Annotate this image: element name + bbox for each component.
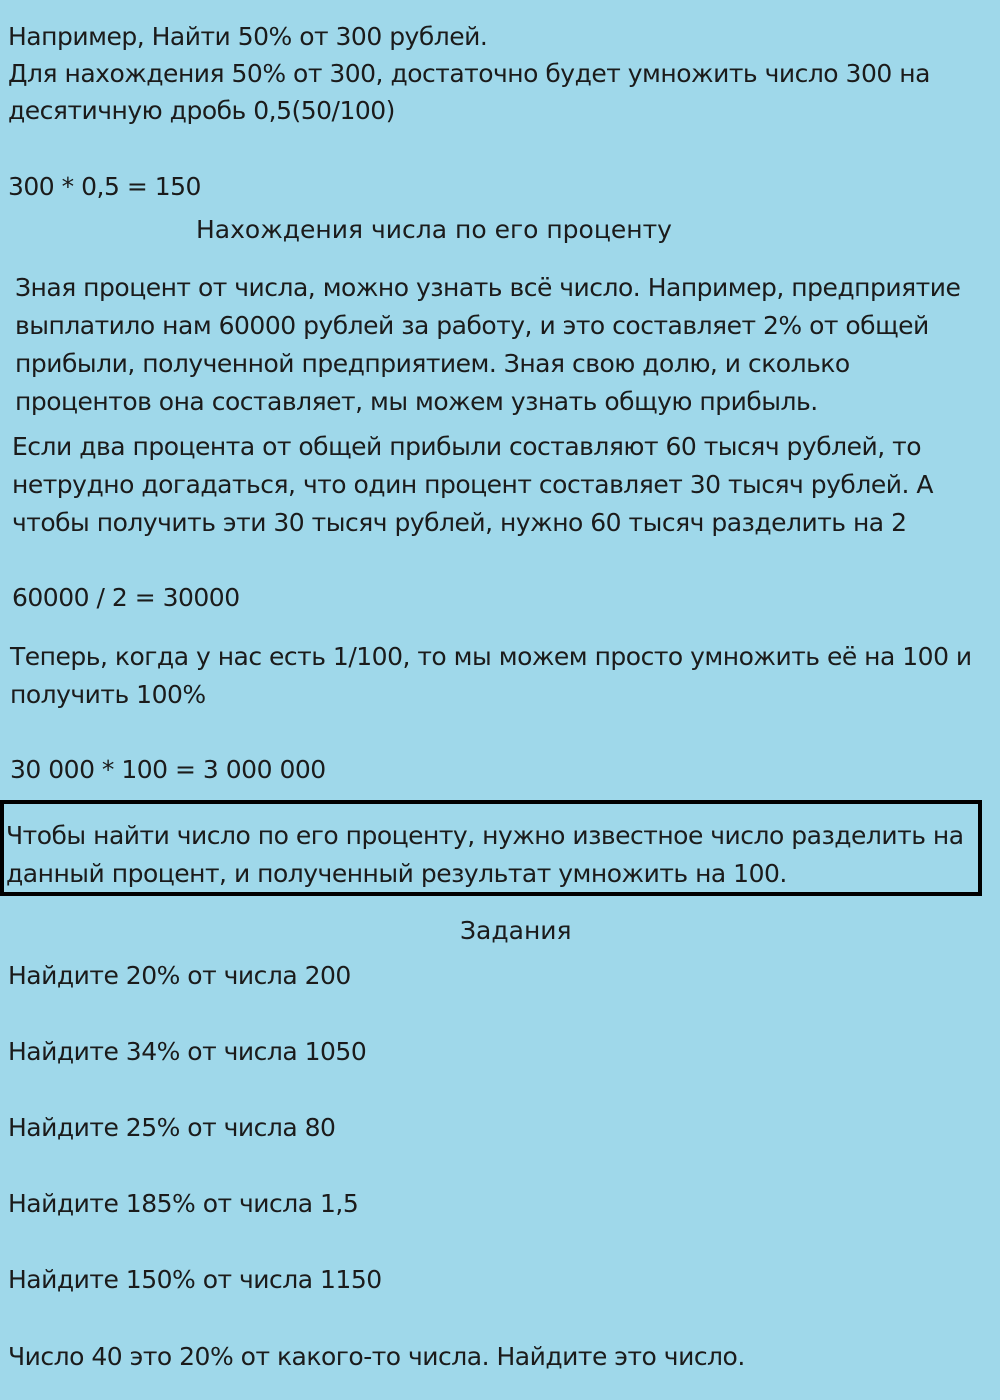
formula-2: 60000 / 2 = 30000 — [12, 583, 240, 612]
paragraph-1-line-4: процентов она составляет, мы можем узнать общую прибыль. — [15, 387, 818, 416]
task-item: Найдите 25% от числа 80 — [8, 1113, 336, 1142]
formula-3: 30 000 * 100 = 3 000 000 — [10, 755, 326, 784]
paragraph-3-line-1: Теперь, когда у нас есть 1/100, то мы можем просто умножить её на 100 и — [10, 642, 972, 671]
paragraph-2-line-3: чтобы получить эти 30 тысяч рублей, нужно 60 тысяч разделить на 2 — [12, 508, 907, 537]
paragraph-1-line-3: прибыли, полученной предприятием. Зная свою долю, и сколько — [15, 349, 850, 378]
paragraph-3-line-2: получить 100% — [10, 680, 206, 709]
paragraph-2-line-1: Если два процента от общей прибыли составляют 60 тысяч рублей, то — [12, 432, 921, 461]
paragraph-2-line-2: нетрудно догадаться, что один процент составляет 30 тысяч рублей. А — [12, 470, 933, 499]
tasks-heading: Задания — [460, 916, 572, 945]
rule-line-1: Чтобы найти число по его проценту, нужно известное число разделить на — [6, 821, 964, 850]
paragraph-1-line-2: выплатило нам 60000 рублей за работу, и это составляет 2% от общей — [15, 311, 929, 340]
task-item: Найдите 20% от числа 200 — [8, 961, 351, 990]
example-intro-line-2: Для нахождения 50% от 300, достаточно будет умножить число 300 на — [8, 59, 930, 88]
section-heading: Нахождения числа по его проценту — [196, 215, 672, 244]
task-item: Найдите 185% от числа 1,5 — [8, 1189, 359, 1218]
paragraph-1-line-1: Зная процент от числа, можно узнать всё число. Например, предприятие — [15, 273, 961, 302]
formula-1: 300 * 0,5 = 150 — [8, 172, 201, 201]
rule-line-2: данный процент, и полученный результат умножить на 100. — [6, 859, 787, 888]
example-intro-line-1: Например, Найти 50% от 300 рублей. — [8, 22, 488, 51]
task-item: Найдите 150% от числа 1150 — [8, 1265, 382, 1294]
example-intro-line-3: десятичную дробь 0,5(50/100) — [8, 96, 395, 125]
task-item: Число 40 это 20% от какого-то числа. Найдите это число. — [8, 1342, 745, 1371]
task-item: Найдите 34% от числа 1050 — [8, 1037, 367, 1066]
